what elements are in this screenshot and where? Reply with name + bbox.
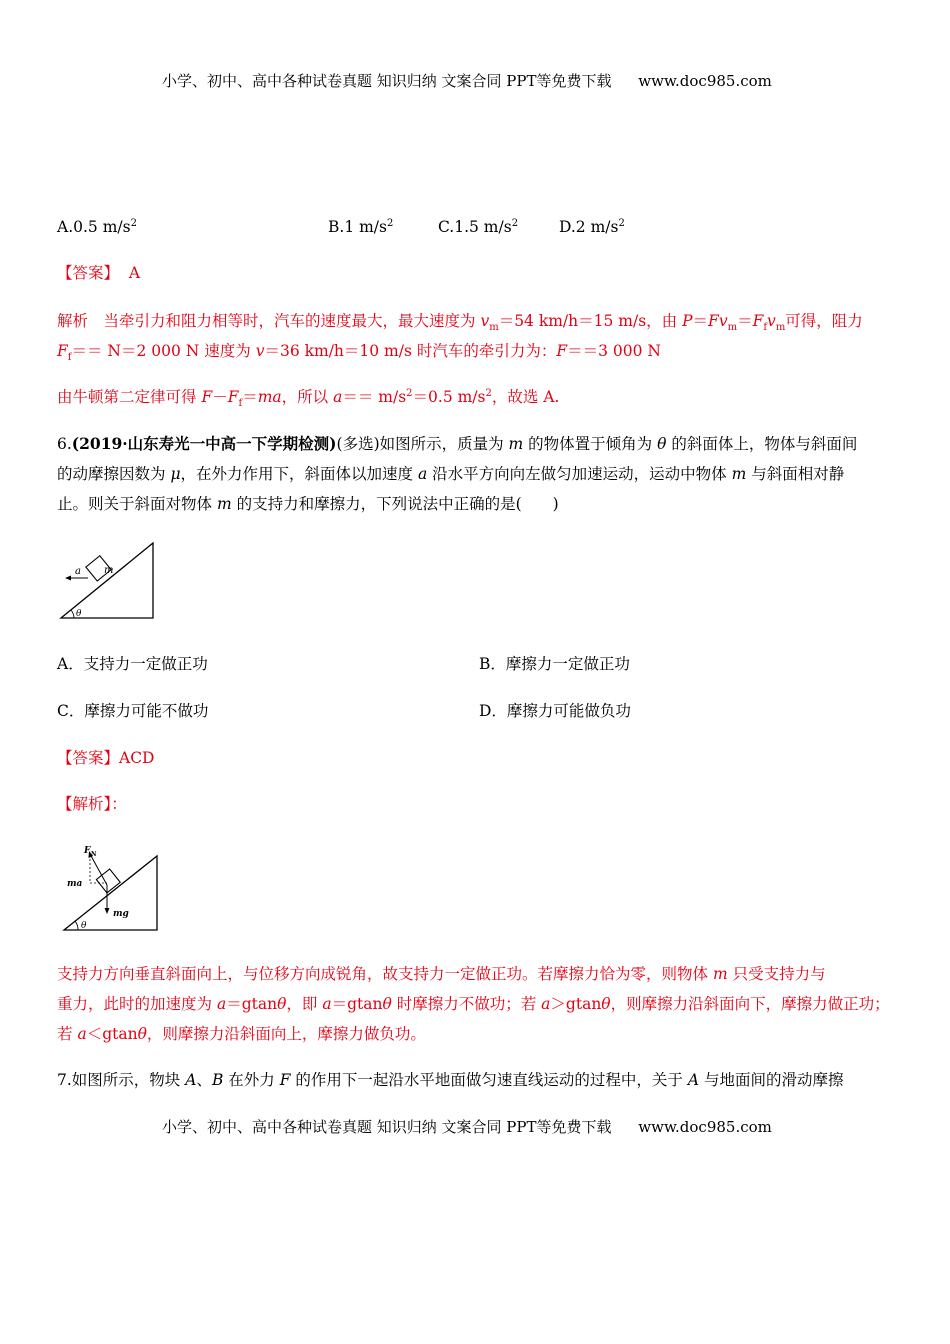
header-link[interactable]: www.doc985.com bbox=[638, 72, 772, 90]
q5-option-a: A.0.5 $m/s^2$ bbox=[57, 217, 137, 236]
footer-left: 小学、初中、高中各种试卷真题 知识归纳 文案合同 PPT等免费下载 bbox=[162, 1118, 612, 1136]
footer-text bbox=[162, 1116, 772, 1137]
force-diagram bbox=[60, 838, 164, 936]
block-label: m bbox=[104, 565, 114, 576]
incline-figure bbox=[58, 540, 158, 622]
q6-analysis-line2: 重力，此时的加速度为 a＝gtanθ，即 a＝gtanθ 时摩擦力不做功；若 a＞gtanθ，则摩擦力沿斜面向下，摩擦力做正功； bbox=[57, 995, 890, 1013]
angle-arc bbox=[71, 610, 74, 618]
q5-option-d: D.2 $m/s^2$ bbox=[559, 217, 625, 236]
angle-label-2: θ bbox=[81, 921, 87, 931]
q6-option-d: D．摩擦力可能做负功 bbox=[479, 702, 631, 720]
q6-stem-line3: 止。则关于斜面对物体 m 的支持力和摩擦力，下列说法中正确的是( ) bbox=[57, 495, 559, 513]
q6-option-a: A．支持力一定做正功 bbox=[57, 655, 208, 673]
header-text bbox=[162, 70, 772, 91]
accel-arrowhead bbox=[65, 576, 71, 581]
q5-analysis-line2: $F_f== N=2$ 000 N 速度为 v＝36 km/h＝10 m/s 时汽车的牵引力为：F＝＝3 000 N bbox=[57, 342, 661, 364]
q6-stem-line1: 6.(2019·山东寿光一中高一下学期检测)(多选)如图所示，质量为 m 的物体置于倾角为 θ 的斜面体上，物体与斜面间 bbox=[57, 434, 858, 453]
q7-stem-line1: 7.如图所示，物块 A、B 在外力 F 的作用下一起沿水平地面做匀速直线运动的过程中，关于 A 与地面间的滑动摩擦 bbox=[57, 1071, 844, 1089]
incline-triangle bbox=[61, 543, 153, 618]
gravity-label: mg bbox=[113, 909, 129, 919]
q6-option-b: B．摩擦力一定做正功 bbox=[479, 655, 630, 673]
footer-link[interactable]: www.doc985.com bbox=[638, 1118, 772, 1136]
incline-triangle-2 bbox=[64, 856, 157, 930]
q5-analysis-line1: 解析 当牵引力和阻力相等时，汽车的速度最大，最大速度为 $v_m=54$ km/h＝15 m/s，由 $P=Fv_m=F_fv_m$可得，阻力 bbox=[57, 312, 863, 334]
angle-arc-2 bbox=[75, 921, 78, 930]
normal-force-label: F bbox=[84, 846, 91, 856]
gravity-arrowhead bbox=[105, 908, 110, 914]
q6-analysis-label: 【解析】： bbox=[57, 795, 127, 813]
q5-option-b: B.1 $m/s^2$ bbox=[328, 217, 394, 236]
q6-answer: 【答案】ACD bbox=[57, 749, 155, 767]
angle-label: θ bbox=[76, 609, 82, 619]
header-left: 小学、初中、高中各种试卷真题 知识归纳 文案合同 PPT等免费下载 bbox=[162, 72, 612, 90]
q6-option-c: C．摩擦力可能不做功 bbox=[57, 702, 209, 720]
q5-analysis-line3: 由牛顿第二定律可得 $F-F_f=ma$，所以 $a== m/s^2=0.5$ $m/s^2$，故选 A. bbox=[57, 387, 560, 410]
ma-label: ma bbox=[67, 879, 83, 889]
q5-option-c: C.1.5 $m/s^2$ bbox=[438, 217, 519, 236]
q6-stem-line2: 的动摩擦因数为 μ，在外力作用下，斜面体以加速度 a 沿水平方向向左做匀加速运动，运动中物体 m 与斜面相对静 bbox=[57, 465, 845, 483]
q5-answer: 【答案】 A bbox=[57, 264, 141, 282]
normal-force-sub: N bbox=[91, 851, 97, 858]
accel-label: a bbox=[75, 566, 81, 577]
q6-analysis-line3: 若 a＜gtanθ，则摩擦力沿斜面向上，摩擦力做负功。 bbox=[57, 1025, 426, 1043]
q6-analysis-line1: 支持力方向垂直斜面向上，与位移方向成锐角，故支持力一定做正功。若摩擦力恰为零，则物体 m 只受支持力与 bbox=[57, 965, 826, 983]
